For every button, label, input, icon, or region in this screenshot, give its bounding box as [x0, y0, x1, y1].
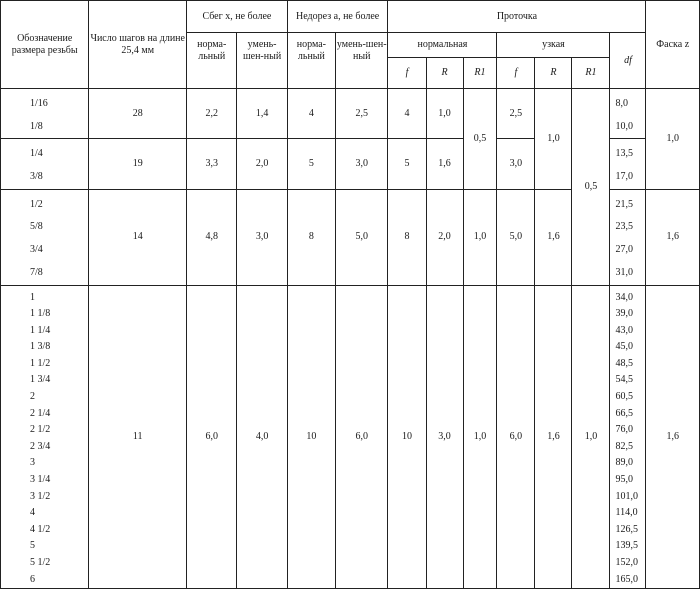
header-narrow-f: [497, 58, 535, 89]
table-row-group-1: [1, 89, 700, 139]
size-cell: 1 1/4: [30, 324, 51, 336]
size-cell: 2 1/2: [30, 424, 51, 436]
df-cell: 76,0: [615, 424, 633, 436]
narrow-R1-cell: 1,0: [572, 285, 610, 589]
undercut-reduced-cell: 6,0: [336, 285, 388, 589]
size-cell: 1 3/8: [30, 341, 51, 353]
df-cell: 54,5: [615, 374, 633, 386]
size-cell: 5/8: [30, 221, 43, 233]
undercut-reduced-cell: 3,0: [336, 139, 388, 189]
size-cell: 2 1/4: [30, 407, 51, 419]
header-steps: Число шагов на длине 25,4 мм: [89, 1, 187, 89]
runout-normal-cell: 6,0: [187, 285, 237, 589]
header-groove-R1: [463, 58, 497, 89]
header-groove-R1-label: R1: [474, 67, 486, 79]
narrow-R-cell: 1,6: [535, 285, 572, 589]
groove-f-cell: 10: [388, 285, 426, 589]
header-groove-R: [426, 58, 463, 89]
size-cell: 1 1/8: [30, 308, 51, 320]
header-narrow-R: [535, 58, 572, 89]
df-cell: 165,0: [615, 573, 638, 585]
size-cell: 6: [30, 573, 35, 585]
size-cell: 2: [30, 391, 35, 403]
chamfer-cell: 1,6: [646, 285, 700, 589]
df-cell: 139,5: [615, 540, 638, 552]
size-cell: 1/4: [30, 148, 43, 160]
df-cell: 23,5: [615, 221, 633, 233]
header-narrow-R-label: R: [550, 67, 557, 79]
steps-cell: 11: [89, 285, 187, 589]
runout-reduced-cell: 3,0: [237, 189, 287, 285]
narrow-f-cell: 2,5: [497, 89, 535, 139]
df-cell: 45,0: [615, 341, 633, 353]
df-cell: 13,5: [615, 148, 633, 160]
size-cell: 1 1/2: [30, 357, 51, 369]
header-designation: Обозначение размера резьбы: [1, 1, 89, 89]
header-chamfer: Фаска z: [646, 1, 700, 89]
steps-cell: 19: [89, 139, 187, 189]
df-group-3: [610, 189, 646, 285]
header-groove-narrow: узкая: [497, 33, 610, 58]
narrow-f-cell: 3,0: [497, 139, 535, 189]
df-group-4: [610, 285, 646, 589]
steps-cell: 14: [89, 189, 187, 285]
size-cell: 1/8: [30, 120, 43, 132]
size-cell: 7/8: [30, 266, 43, 278]
sizes-group-4: [1, 285, 89, 589]
df-cell: 114,0: [615, 507, 638, 519]
runout-normal-cell: 3,3: [187, 139, 237, 189]
header-df-label: df: [624, 54, 632, 66]
undercut-reduced-cell: 2,5: [336, 89, 388, 139]
df-cell: 152,0: [615, 557, 638, 568]
df-cell: 17,0: [615, 171, 633, 183]
groove-R-cell: 3,0: [426, 285, 463, 589]
size-cell: 3 1/4: [30, 474, 51, 486]
header-groove-normal: нормальная: [388, 33, 497, 58]
df-group-2: [610, 139, 646, 189]
narrow-R-shared-cell: 1,0: [535, 89, 572, 190]
size-cell: 1 3/4: [30, 374, 51, 386]
size-cell: 5 1/2: [30, 557, 51, 568]
runout-reduced-cell: 2,0: [237, 139, 287, 189]
df-cell: 126,5: [615, 523, 638, 535]
chamfer-cell: 1,6: [646, 189, 700, 285]
undercut-normal-cell: 4: [287, 89, 335, 139]
header-groove-f: [388, 58, 426, 89]
chamfer-shared-cell: 1,0: [646, 89, 700, 190]
header-runout-reduced: умень-шен-ный: [237, 33, 287, 89]
header-undercut-normal: норма-льный: [287, 33, 335, 89]
size-cell: 3/8: [30, 171, 43, 183]
size-cell: 1: [30, 291, 35, 303]
df-cell: 10,0: [615, 120, 633, 132]
df-cell: 27,0: [615, 244, 633, 256]
undercut-normal-cell: 5: [287, 139, 335, 189]
header-df: [610, 33, 646, 89]
narrow-R-cell: 1,6: [535, 189, 572, 285]
groove-f-cell: 5: [388, 139, 426, 189]
df-cell: 60,5: [615, 391, 633, 403]
header-narrow-f-label: f: [514, 67, 518, 79]
sizes-group-1: [1, 89, 89, 139]
header-groove-f-label: f: [405, 67, 409, 79]
size-cell: 5: [30, 540, 35, 552]
header-groove: Проточка: [388, 1, 646, 33]
df-cell: 8,0: [615, 98, 628, 109]
narrow-f-cell: 6,0: [497, 285, 535, 589]
undercut-normal-cell: 10: [287, 285, 335, 589]
narrow-R1-shared-cell: 0,5: [572, 89, 610, 286]
runout-reduced-cell: 4,0: [237, 285, 287, 589]
groove-R1-shared-cell: 0,5: [463, 89, 497, 190]
narrow-f-cell: 5,0: [497, 189, 535, 285]
size-cell: 3: [30, 457, 35, 469]
header-runout: Сбег x, не более: [187, 1, 288, 33]
groove-f-cell: 8: [388, 189, 426, 285]
undercut-reduced-cell: 5,0: [336, 189, 388, 285]
groove-R1-cell: 1,0: [463, 285, 497, 589]
df-cell: 39,0: [615, 308, 633, 320]
df-cell: 48,5: [615, 357, 633, 369]
steps-cell: 28: [89, 89, 187, 139]
df-cell: 95,0: [615, 474, 633, 486]
header-runout-normal: норма-льный: [187, 33, 237, 89]
groove-R-cell: 1,6: [426, 139, 463, 189]
header-narrow-R1-label: R1: [585, 67, 597, 79]
df-cell: 89,0: [615, 457, 633, 469]
df-cell: 66,5: [615, 407, 633, 419]
header-undercut: Недорез a, не более: [287, 1, 388, 33]
header-undercut-reduced: умень-шен-ный: [336, 33, 388, 89]
size-cell: 4: [30, 507, 35, 519]
sizes-group-2: [1, 139, 89, 189]
size-cell: 1/2: [30, 198, 43, 210]
groove-R1-cell: 1,0: [463, 189, 497, 285]
size-cell: 4 1/2: [30, 523, 51, 535]
df-cell: 82,5: [615, 440, 633, 452]
df-cell: 21,5: [615, 198, 633, 210]
df-cell: 31,0: [615, 266, 633, 278]
size-cell: 1/16: [30, 98, 48, 109]
header-narrow-R1: [572, 58, 610, 89]
groove-f-cell: 4: [388, 89, 426, 139]
groove-R-cell: 1,0: [426, 89, 463, 139]
df-cell: 34,0: [615, 291, 633, 303]
groove-R-cell: 2,0: [426, 189, 463, 285]
size-cell: 3/4: [30, 244, 43, 256]
header-groove-R-label: R: [441, 67, 448, 79]
sizes-group-3: [1, 189, 89, 285]
runout-normal-cell: 2,2: [187, 89, 237, 139]
table-row-group-4: [1, 285, 700, 589]
runout-normal-cell: 4,8: [187, 189, 237, 285]
size-cell: 2 3/4: [30, 440, 51, 452]
df-cell: 101,0: [615, 490, 638, 502]
size-cell: 3 1/2: [30, 490, 51, 502]
df-group-1: [610, 89, 646, 139]
runout-reduced-cell: 1,4: [237, 89, 287, 139]
undercut-normal-cell: 8: [287, 189, 335, 285]
df-cell: 43,0: [615, 324, 633, 336]
